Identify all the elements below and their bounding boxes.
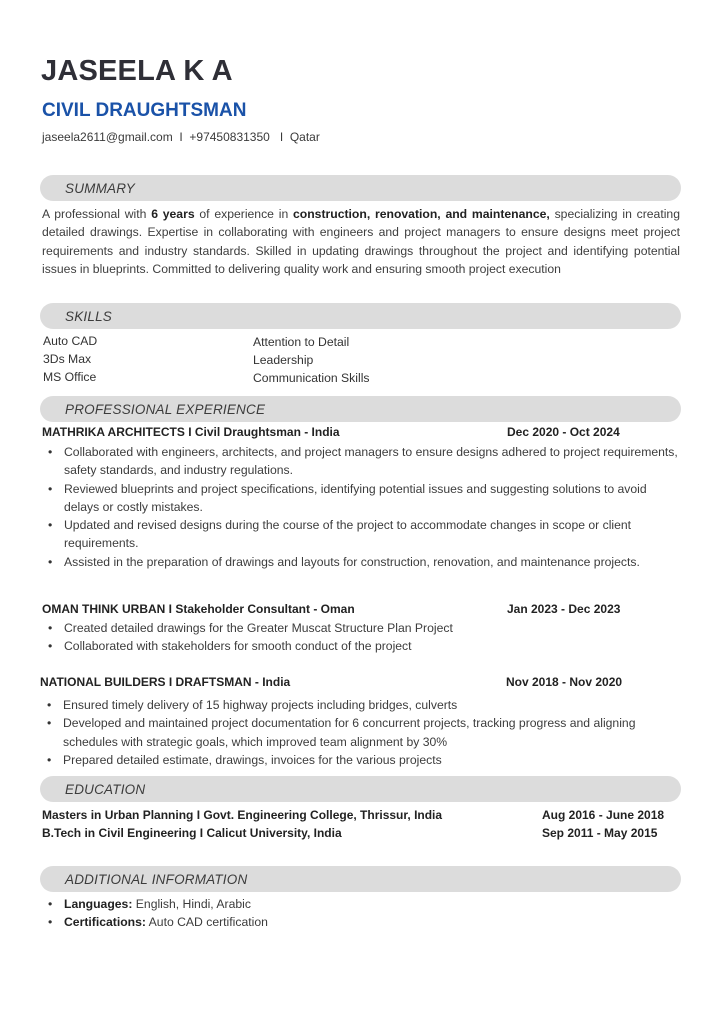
phone[interactable]: +97450831350 — [189, 130, 270, 144]
email[interactable]: jaseela2611@gmail.com — [42, 130, 173, 144]
job-company-role: MATHRIKA ARCHITECTS I Civil Draughtsman - India — [42, 425, 340, 439]
section-header-summary — [40, 175, 681, 201]
bullet-item — [48, 913, 678, 931]
education-dates: Aug 2016 - June 2018 — [542, 808, 665, 822]
info-label: Languages: — [64, 897, 133, 911]
info-value: English, Hindi, Arabic — [132, 897, 251, 911]
section-header-additional — [40, 866, 681, 892]
job-bullets — [48, 619, 678, 656]
section-title: SUMMARY — [65, 181, 135, 196]
section-title: PROFESSIONAL EXPERIENCE — [65, 402, 266, 417]
bullet-item: • Assisted in the preparation of drawings and layouts for construction, renovation, and maintenance projects. — [48, 553, 678, 571]
summary-part: A professional with — [42, 207, 152, 221]
skill-item: MS Office — [43, 370, 97, 385]
education-dates: Sep 2011 - May 2015 — [542, 826, 658, 840]
skill-item: Attention to Detail — [253, 335, 350, 349]
bullet-item: • Created detailed drawings for the Greater Muscat Structure Plan Project — [48, 619, 678, 637]
job-dates: Jan 2023 - Dec 2023 — [507, 602, 621, 616]
job-heading — [40, 675, 640, 689]
job-company-role: NATIONAL BUILDERS I DRAFTSMAN - India — [40, 675, 291, 689]
skill-item: Auto CAD — [43, 334, 98, 348]
section-header-experience — [40, 396, 681, 422]
bullet-item: • Collaborated with stakeholders for smooth conduct of the project — [48, 637, 678, 655]
section-title: EDUCATION — [65, 782, 146, 797]
skill-item: Leadership — [253, 353, 314, 368]
summary-part: of experience in — [194, 207, 294, 221]
section-header-education — [40, 776, 681, 802]
separator: I — [179, 130, 183, 144]
job-title: CIVIL DRAUGHTSMAN — [42, 100, 247, 121]
section-title: ADDITIONAL INFORMATION — [65, 872, 248, 887]
candidate-name: JASEELA K A — [41, 55, 233, 87]
bullet-item: • Ensured timely delivery of 15 highway projects including bridges, culverts — [47, 696, 677, 714]
job-bullets — [47, 696, 677, 769]
bullet-item: • Collaborated with engineers, architects, and project managers to ensure designs adhered to project requirements, safety standards, and industry regulations. — [48, 443, 678, 480]
section-title: SKILLS — [65, 309, 112, 324]
skill-item: 3Ds Max — [43, 352, 92, 367]
job-company-role: OMAN THINK URBAN I Stakeholder Consultant - Oman — [42, 602, 355, 616]
additional-bullets — [48, 895, 678, 932]
job-heading — [42, 425, 642, 439]
summary-highlight: 6 years — [151, 207, 195, 221]
info-label: Certifications: — [64, 915, 146, 930]
bullet-item: • Developed and maintained project documentation for 6 concurrent projects, tracking progress and aligning schedules with strategic goals, which improved team alignment by 30% — [47, 714, 677, 751]
bullet-item: • Prepared detailed estimate, drawings, invoices for the various projects — [47, 751, 677, 769]
location: Qatar — [289, 130, 320, 144]
education-degree: Masters in Urban Planning I Govt. Engineering College, Thrissur, India — [42, 808, 443, 822]
education-row — [42, 808, 672, 822]
job-heading — [42, 602, 642, 616]
info-value: Auto CAD certification — [145, 915, 268, 930]
education-degree: B.Tech in Civil Engineering I Calicut University, India — [42, 826, 342, 840]
skills-column-2 — [253, 333, 370, 388]
bullet-item: • Updated and revised designs during the course of the project to accommodate changes in scope or client requirements. — [48, 516, 678, 553]
contact-line — [42, 130, 320, 144]
skills-column-1 — [43, 332, 97, 387]
skill-item: Communication Skills — [253, 371, 370, 386]
separator: I — [279, 130, 284, 144]
education-row — [42, 826, 672, 840]
summary-part: specializing in creating detailed drawings. Expertise in collaborating with engineers and project managers to ensure designs meet project requirements and industry standards. Skilled in updating drawings throughout the project and identifying potential issues in blueprints. Committed to delivering quality work and ensuring smooth project execution — [42, 207, 680, 277]
job-bullets — [48, 443, 678, 571]
summary-text — [42, 205, 680, 279]
job-dates: Nov 2018 - Nov 2020 — [506, 675, 623, 689]
summary-highlight: construction, renovation, and maintenance, — [293, 207, 550, 221]
bullet-item: • Reviewed blueprints and project specifications, identifying potential issues and suggesting solutions to avoid delays or costly mistakes. — [48, 480, 678, 517]
job-dates: Dec 2020 - Oct 2024 — [507, 425, 620, 439]
section-header-skills — [40, 303, 681, 329]
bullet-item — [48, 895, 678, 913]
